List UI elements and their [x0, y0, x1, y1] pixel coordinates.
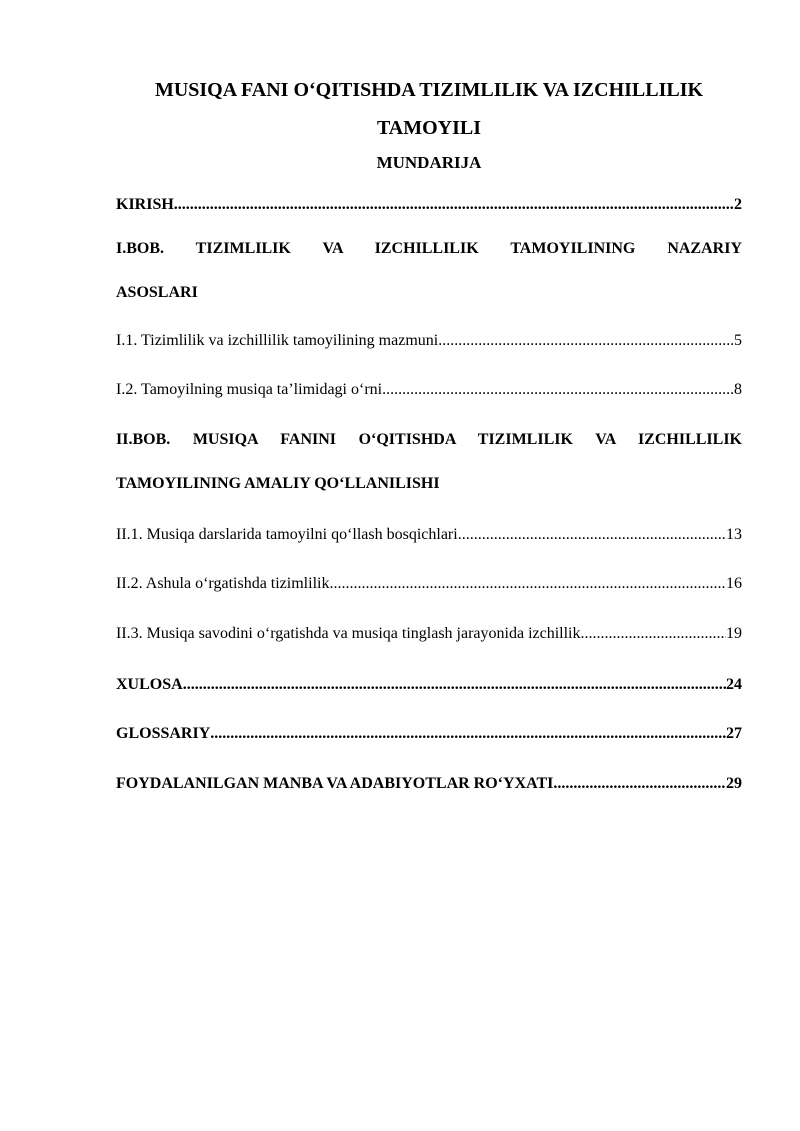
- toc-leader-dots: [458, 524, 726, 546]
- toc-chapter-1[interactable]: [116, 238, 742, 304]
- toc-page-number: 27: [726, 725, 742, 742]
- toc-chapter-1-line-1: I.BOB. TIZIMLILIK VA IZCHILLILIK TAMOYILINING NAZARIY: [116, 240, 742, 257]
- toc-chapter-1-line-2: ASOSLARI: [116, 284, 198, 301]
- toc-entry-manba[interactable]: [116, 773, 742, 795]
- toc-chapter-2[interactable]: [116, 429, 742, 495]
- toc-entry-1-1[interactable]: [116, 330, 742, 352]
- toc-entry-label: I.2. Tamoyilning musiqa ta’limidagi o‘rni: [116, 381, 383, 398]
- toc-leader-dots: [581, 623, 727, 645]
- toc-entry-label: KIRISH: [116, 196, 174, 213]
- toc-leader-dots: [382, 379, 734, 401]
- toc-chapter-2-line-2: TAMOYILINING AMALIY QO‘LLANILISHI: [116, 475, 440, 492]
- toc-leader-dots: [553, 773, 726, 795]
- toc-page-number: 5: [734, 332, 742, 349]
- toc-leader-dots: [210, 723, 726, 745]
- document-title-line-2: TAMOYILI: [376, 117, 482, 139]
- toc-entry-label: II.3. Musiqa savodini o‘rgatishda va musiqa tinglash jarayonida izchillik: [116, 625, 581, 642]
- toc-entry-glossariy[interactable]: [116, 723, 742, 745]
- toc-entry-label: II.2. Ashula o‘rgatishda tizimlilik: [116, 575, 330, 592]
- document-title-line-1: MUSIQA FANI O‘QITISHDA TIZIMLILIK VA IZCHILLILIK: [154, 79, 704, 101]
- toc-page-number: 24: [726, 676, 742, 693]
- toc-entry-label: I.1. Tizimlilik va izchillilik tamoyilining mazmuni: [116, 332, 439, 349]
- toc-entry-xulosa[interactable]: [116, 674, 742, 696]
- toc-entry-label: FOYDALANILGAN MANBA VA ADABIYOTLAR RO‘YXATI: [116, 775, 554, 792]
- toc-entry-2-3[interactable]: [116, 623, 742, 645]
- toc-page-number: 13: [726, 526, 742, 543]
- toc-entry-1-2[interactable]: [116, 379, 742, 401]
- toc-entry-2-1[interactable]: [116, 524, 742, 546]
- toc-page-number: 16: [726, 575, 742, 592]
- toc-entry-label: XULOSA: [116, 676, 183, 693]
- toc-page-number: 29: [726, 775, 742, 792]
- toc-page-number: 8: [734, 381, 742, 398]
- toc-leader-dots: [438, 330, 734, 352]
- toc-entry-2-2[interactable]: [116, 573, 742, 595]
- toc-heading: MUNDARIJA: [376, 153, 482, 172]
- toc-entry-label: II.1. Musiqa darslarida tamoyilni qo‘llash bosqichlari: [116, 526, 458, 543]
- toc-chapter-2-line-1: II.BOB. MUSIQA FANINI O‘QITISHDA TIZIMLILIK VA IZCHILLILIK: [116, 431, 742, 448]
- toc-entry-label: GLOSSARIY: [116, 725, 211, 742]
- toc-entry-kirish[interactable]: [116, 194, 742, 216]
- toc-leader-dots: [183, 674, 726, 696]
- toc-page-number: 2: [734, 196, 742, 213]
- toc-leader-dots: [329, 573, 726, 595]
- toc-page-number: 19: [726, 625, 742, 642]
- toc-leader-dots: [174, 194, 734, 216]
